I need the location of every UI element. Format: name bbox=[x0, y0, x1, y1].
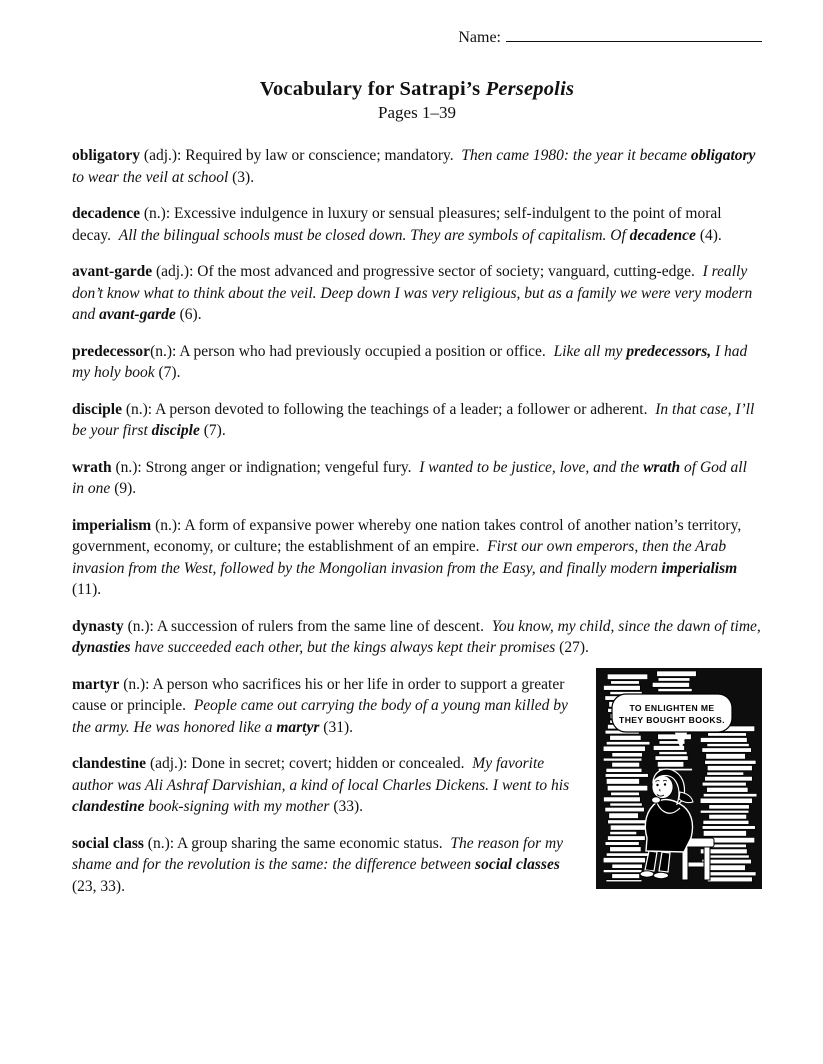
quote-segment: decadence bbox=[629, 226, 696, 244]
vocab-entry bbox=[72, 616, 762, 659]
vocab-definition: (n.): A group sharing the same economic status. bbox=[143, 834, 451, 852]
vocab-term: imperialism bbox=[72, 516, 152, 534]
page-reference: (31). bbox=[319, 718, 353, 736]
quote-segment: have succeeded each other, but the kings always kept their promises bbox=[130, 639, 556, 656]
quote-segment: predecessors, bbox=[626, 342, 712, 360]
vocab-entry bbox=[72, 457, 762, 500]
quote-segment: to wear the veil at school bbox=[72, 168, 229, 186]
quote-segment: Then came 1980: the year it became bbox=[461, 147, 691, 164]
quote-segment: martyr bbox=[276, 718, 320, 736]
vocab-entry bbox=[72, 515, 762, 601]
vocab-term: dynasty bbox=[72, 617, 124, 635]
page-reference: (33). bbox=[329, 798, 364, 815]
vocab-definition: (n.): A succession of rulers from the same line of descent. bbox=[123, 617, 492, 635]
quote-segment: I really don’t know what to think about the veil. Deep down I was very religious, but as a family we were very modern and bbox=[72, 263, 753, 323]
vocab-definition: (n.): A person who sacrifices his or her life in order to support a greater cause or principle. bbox=[72, 675, 565, 714]
vocab-entry bbox=[72, 261, 762, 326]
girl-hand bbox=[652, 796, 661, 802]
quote-segment: disciple bbox=[151, 422, 200, 439]
vocab-term: clandestine bbox=[72, 755, 147, 772]
vocab-term: decadence bbox=[72, 205, 141, 222]
name-blank-line bbox=[506, 26, 762, 42]
quote-segment: social classes bbox=[475, 856, 560, 873]
vocab-definition: (adj.): Of the most advanced and progressive sector of society; vanguard, cutting-edge. bbox=[152, 263, 703, 280]
quote-segment: clandestine bbox=[72, 798, 145, 815]
vocab-definition: (adj.): Done in secret; covert; hidden or concealed. bbox=[146, 755, 473, 772]
quote-segment: of God all in one bbox=[72, 458, 747, 497]
quote-segment: Like all my bbox=[553, 342, 627, 360]
quote-segment: The reason for my shame and for the revolution is the same: the difference between bbox=[72, 834, 564, 873]
vocab-term: obligatory bbox=[72, 147, 141, 164]
quote-segment: imperialism bbox=[661, 559, 738, 577]
vocab-definition: (n.): A person devoted to following the teachings of a leader; a follower or adherent. bbox=[121, 400, 656, 418]
page-reference: (3). bbox=[228, 168, 255, 186]
page-reference: (11). bbox=[72, 581, 102, 598]
quote-segment: dynasties bbox=[72, 639, 131, 656]
vocab-term: disciple bbox=[72, 400, 122, 418]
comic-panel bbox=[596, 668, 762, 889]
vocab-definition: (adj.): Required by law or conscience; mandatory. bbox=[140, 147, 462, 164]
quote-segment: I wanted to be justice, love, and the bbox=[419, 458, 644, 476]
page-reference: (4). bbox=[695, 226, 722, 244]
page-reference: (9). bbox=[110, 480, 137, 497]
girl-body bbox=[645, 799, 692, 851]
title-book-name: Persepolis bbox=[485, 78, 575, 100]
vocab-term: martyr bbox=[72, 675, 120, 693]
quote-segment: In that case, I’ll be your first bbox=[72, 400, 755, 439]
vocab-term: predecessor bbox=[72, 342, 151, 360]
vocab-term: avant-garde bbox=[72, 263, 153, 280]
quote-segment: All the bilingual schools must be closed down. They are symbols of capitalism. Of bbox=[118, 226, 630, 244]
quote-segment: First our own emperors, then the Arab invasion from the West, followed by the Mongolian invasion from the Easy, and finally modern bbox=[72, 538, 727, 577]
quote-segment: obligatory bbox=[690, 147, 756, 164]
quote-segment: You know, my child, since the dawn of time, bbox=[491, 617, 761, 635]
comic-panel-art bbox=[596, 668, 762, 889]
vocab-definition: (n.): A person who had previously occupied a position or office. bbox=[150, 342, 554, 360]
name-label: Name: bbox=[458, 29, 501, 46]
quote-segment: avant-garde bbox=[99, 306, 176, 323]
vocab-entry bbox=[72, 399, 762, 442]
page-subtitle: Pages 1–39 bbox=[378, 103, 456, 122]
vocab-list-top bbox=[72, 145, 762, 659]
speech-bubble-line2: THEY BOUGHT BOOKS. bbox=[619, 714, 725, 725]
vocab-entry bbox=[72, 145, 762, 188]
vocab-entry bbox=[72, 341, 762, 384]
page-reference: (23, 33). bbox=[72, 877, 125, 895]
quote-segment: I had my holy book bbox=[72, 342, 748, 381]
vocab-term: wrath bbox=[72, 458, 112, 476]
title-text: Vocabulary for Satrapi’s bbox=[259, 78, 486, 100]
vocab-term: social class bbox=[72, 834, 144, 852]
girl-shoe bbox=[640, 870, 654, 876]
quote-segment: My favorite author was Ali Ashraf Darvishian, a kind of local Charles Dickens. I went to his bbox=[72, 755, 570, 794]
page-reference: (7). bbox=[154, 364, 181, 381]
speech-bubble-line1: TO ENLIGHTEN ME bbox=[629, 702, 715, 713]
page-reference: (27). bbox=[555, 639, 589, 656]
vocab-definition: (n.): Excessive indulgence in luxury or sensual pleasures; self-indulgent to the point of moral decay. bbox=[72, 205, 722, 244]
girl-shoe bbox=[654, 872, 669, 878]
vocab-list-bottom bbox=[72, 674, 762, 898]
name-row bbox=[72, 26, 762, 52]
page-reference: (7). bbox=[199, 422, 226, 439]
vocab-entry bbox=[72, 203, 762, 246]
page-reference: (6). bbox=[175, 306, 202, 323]
vocab-definition: (n.): Strong anger or indignation; vengeful fury. bbox=[111, 458, 420, 476]
page-title bbox=[72, 78, 762, 101]
vocab-definition: (n.): A form of expansive power whereby one nation takes control of another nation’s territory, government, economy, or culture; the establishment of an empire. bbox=[72, 516, 742, 555]
quote-segment: People came out carrying the body of a young man killed by the army. He was honored like a bbox=[72, 697, 568, 736]
quote-segment: book-signing with my mother bbox=[144, 798, 330, 815]
quote-segment: wrath bbox=[643, 458, 681, 476]
